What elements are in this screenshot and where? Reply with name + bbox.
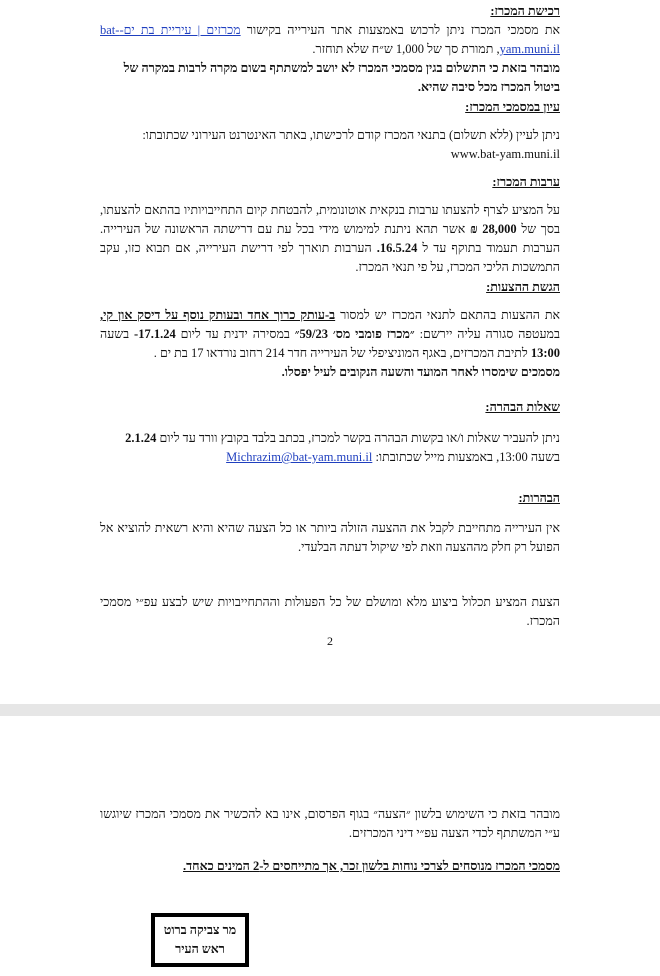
signature-name: מר צביקה ברוט	[163, 923, 237, 937]
heading-guarantee: ערבות המכרז:	[492, 175, 560, 189]
email-link[interactable]: Michrazim@bat-yam.muni.il	[226, 450, 373, 464]
tenders-link[interactable]: מכרזים | עיריית בת ים-bat- yam.muni.il	[100, 23, 560, 56]
clarifications-p2: הצעת המציע תכלול ביצוע מלא ומושלם של כל הפעולות וההתחייבויות שיש לבצע עפ״י מסמכי המכרז.	[100, 595, 560, 628]
document-page-2	[0, 716, 660, 976]
heading-review: עיון במסמכי המכרז:	[465, 100, 560, 114]
section-review	[100, 98, 560, 164]
submission-paragraph: את ההצעות בהתאם לתנאי המכרז יש למסור ב-עותק כרוך אחד ובעותק נוסף על דיסק און קי, במעטפה סגורה עליה יירשם: ״מכרז פומבי מס׳ 59/23״ במסירה ידנית עד ליום 17.1.24- בשעה 13:00 לתיבת המכרזים, באגף המוניציפלי של העירייה חדר 214 רחוב נורדאו 17 בת ים .	[100, 308, 561, 360]
questions-paragraph: ניתן להעביר שאלות ו/או בקשות הבהרה בקשר למכרז, בכתב בלבד בקובץ וורד עד ליום 2.1.24 בשעה 13:00, באמצעות מייל שכתובתו: Michrazim@bat-yam.muni.il	[125, 431, 560, 464]
page-number: 2	[327, 634, 333, 648]
heading-clarifications: הבהרות:	[518, 491, 560, 505]
review-text: ניתן לעיין (ללא תשלום) בתנאי המכרז קודם לרכישתו, באתר האינטרנט העירוני שכתובתו:	[142, 128, 560, 142]
heading-purchase: רכישת המכרז:	[490, 4, 560, 18]
guarantee-date: 16.5.24.	[376, 241, 418, 255]
section-submission	[100, 278, 560, 382]
section-purchase	[100, 2, 560, 97]
clarifications-p1: אין העירייה מתחייבת לקבל את ההצעה הזולה ביותר או כל הצעה שהיא והיא רשאית להוציא אל הפועל רק חלק מההצעה וזאת לפי שיקול דעתה הבלעדי.	[100, 521, 560, 554]
heading-submission: הגשת ההצעות:	[486, 280, 560, 294]
signature-box	[151, 913, 249, 967]
page2-text	[100, 805, 560, 876]
heading-questions: שאלות הבהרה:	[485, 400, 560, 414]
page2-bold-line: מסמכי המכרז מנוסחים לצרכי נוחות בלשון זכר, אך מתייחסים ל-2 המינים כאחד.	[183, 859, 560, 873]
section-guarantee	[100, 173, 560, 277]
questions-date: 2.1.24	[125, 431, 157, 445]
guarantee-paragraph: על המציע לצרף להצעתו ערבות בנקאית אוטונומית, להבטחת קיום התחייבויותיו בהתאם להצעתו, בסך של 28,000 ₪ אשר תהא ניתנת למימוש מידי בכל עת עם דרישתה הראשונה של העירייה. הערבות תעמוד בתוקף עד ל 16.5.24. הערבות תוארך לפי דרישת העירייה, אם תבוא כזו, עקב התמשכות הליכי המכרז, על פי תנאי המכרז.	[100, 203, 561, 274]
guarantee-amount: 28,000 ₪	[469, 222, 517, 236]
section-questions	[100, 398, 560, 467]
purchase-paragraph: את מסמכי המכרז ניתן לרכוש באמצעות אתר העירייה בקישור מכרזים | עיריית בת ים-bat- yam.muni.il, תמורת סך של 1,000 ש״ח שלא תוחזר.	[100, 23, 560, 56]
page2-paragraph: מובהר בזאת כי השימוש בלשון ״הצעה״ בגוף הפרסום, אינו בא להכשיר את מסמכי המכרז שיוגשו ע״י המשתתף לכדי הצעה עפ״י דיני המכרזים.	[100, 807, 560, 840]
page-separator	[0, 704, 660, 716]
signature-title: ראש העיר	[175, 942, 225, 956]
review-url: www.bat-yam.muni.il	[450, 147, 560, 161]
submission-bold-line: מסמכים שימסרו לאחר המועד והשעה הנקובים לעיל יפסלו.	[281, 365, 560, 379]
purchase-bold-notice: מובהר בזאת כי התשלום בגין מסמכי המכרז לא יושב למשתתף בשום מקרה לרבות במקרה של ביטול המכרז מכל סיבה שהיא.	[123, 61, 560, 94]
section-clarifications	[100, 489, 560, 631]
